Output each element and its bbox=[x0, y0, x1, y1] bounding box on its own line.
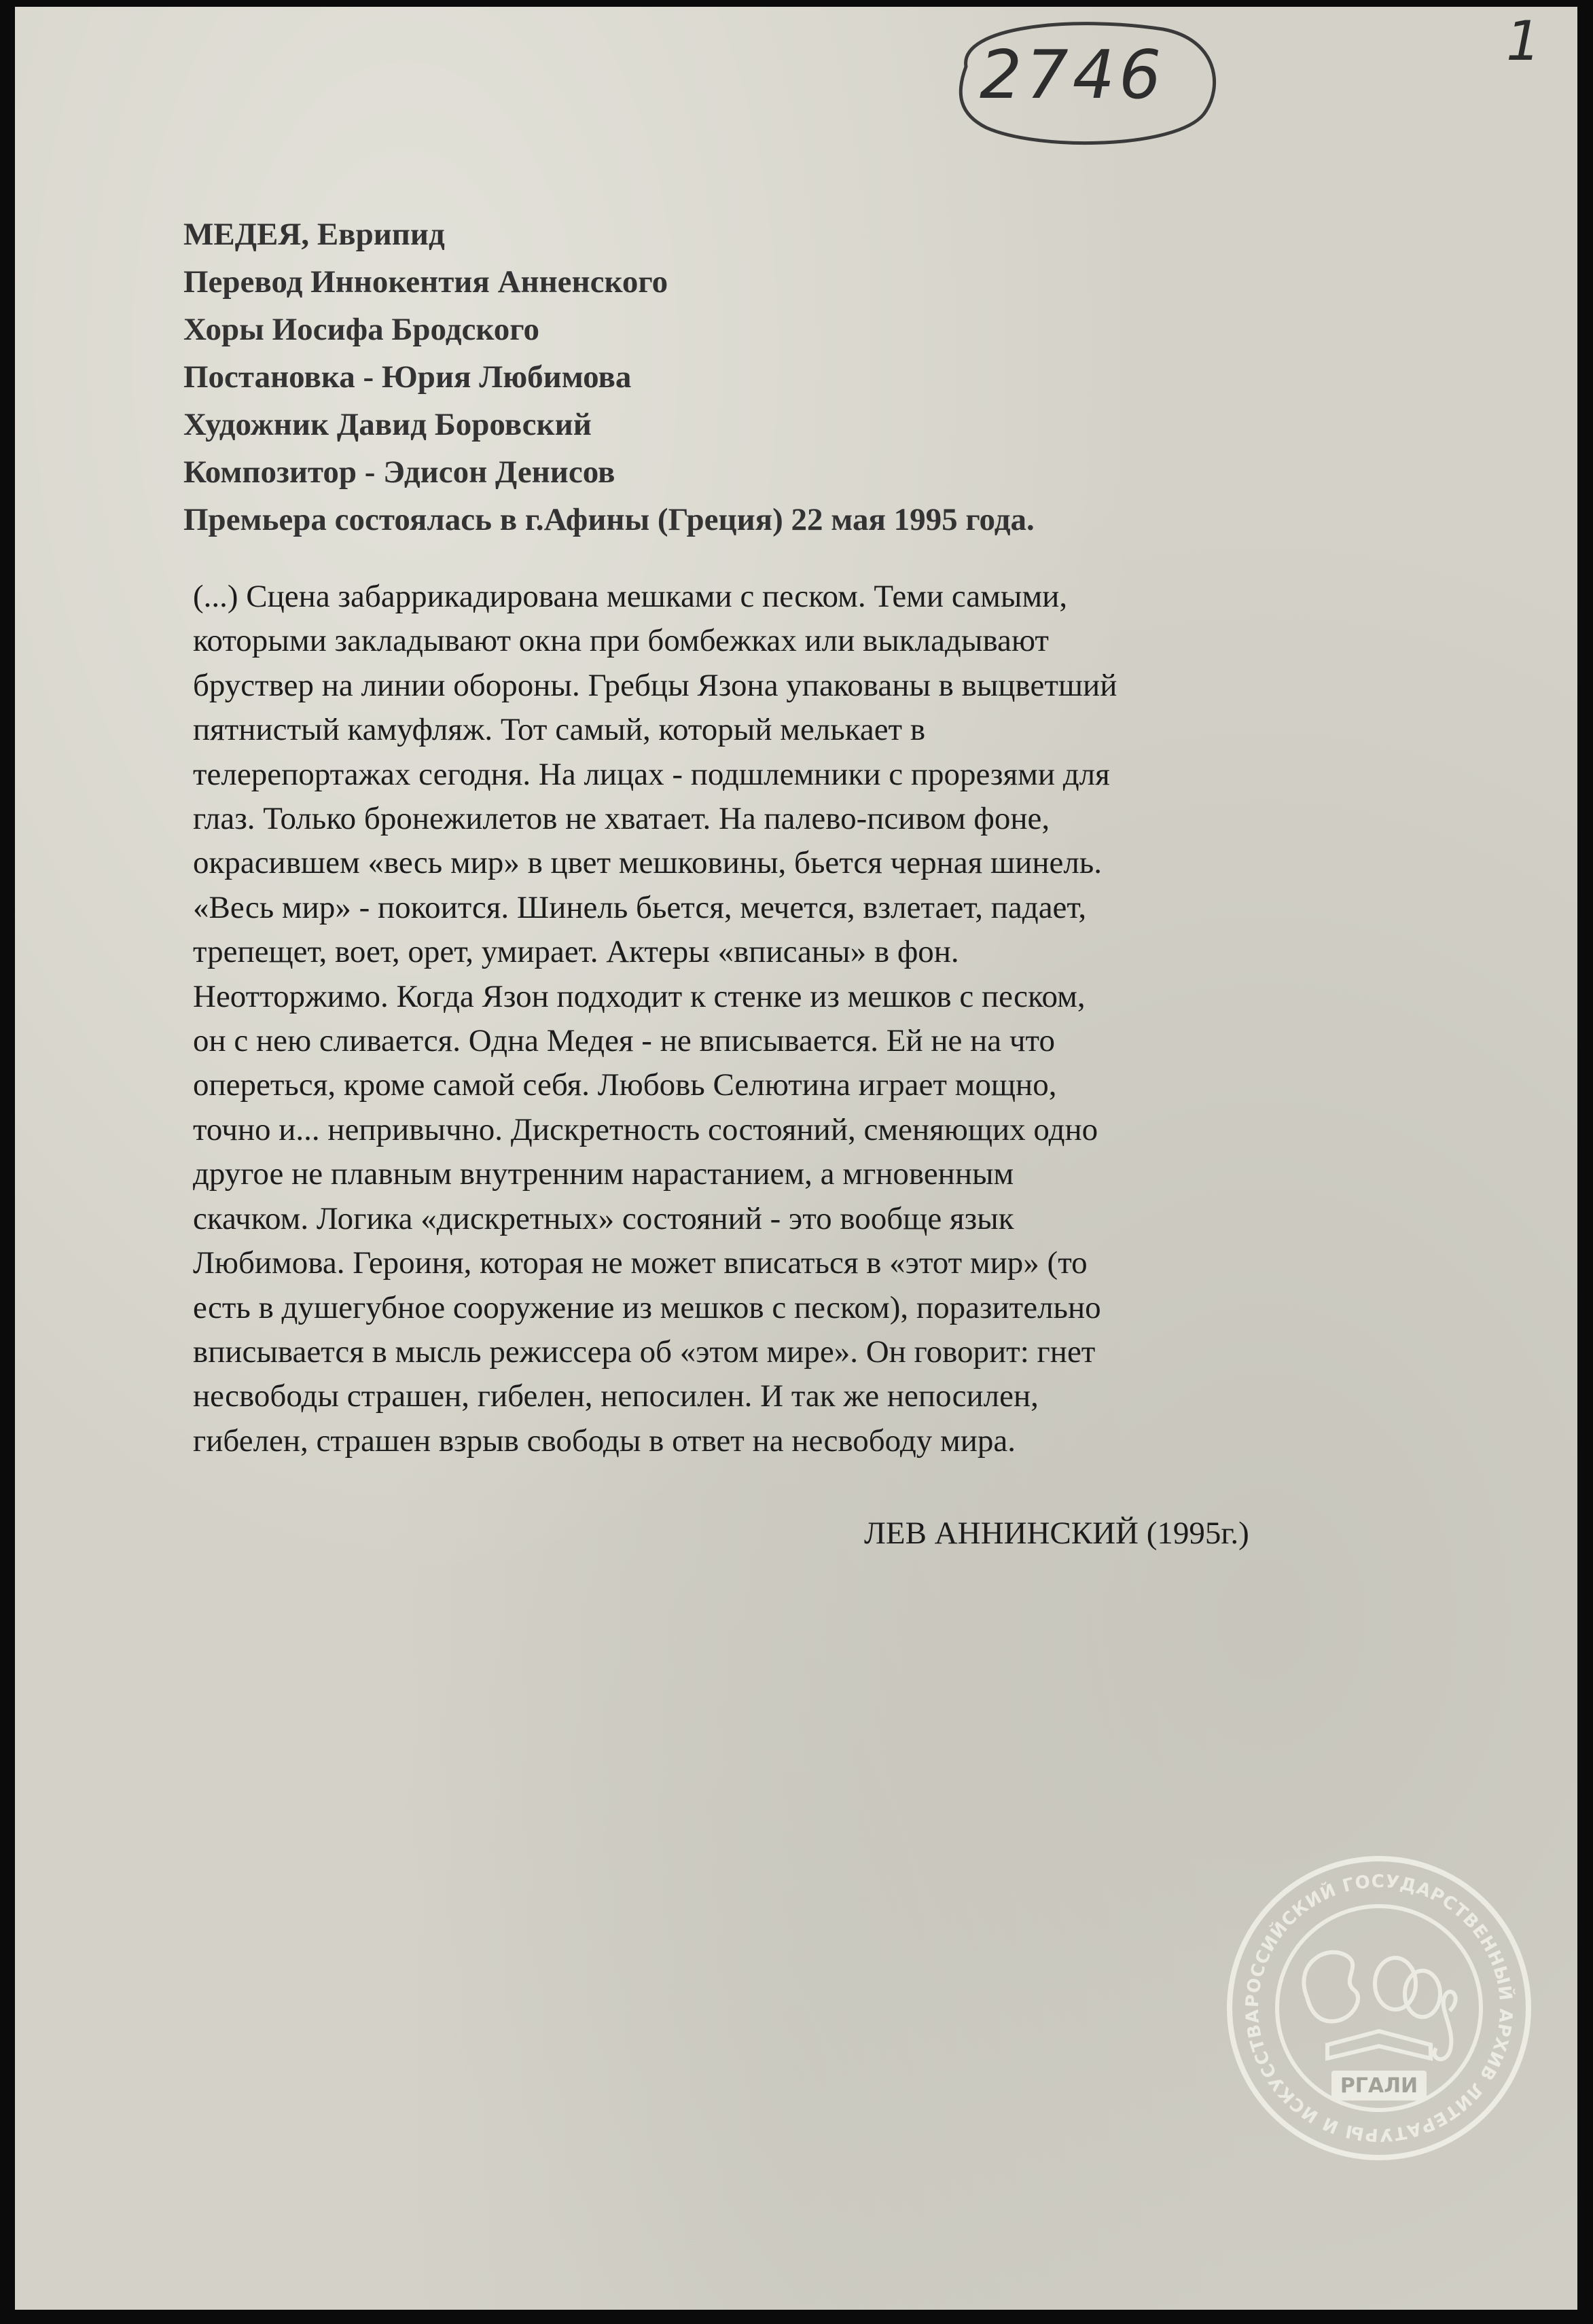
body-line: Неотторжимо. Когда Язон подходит к стенке из мешков с песком, bbox=[193, 978, 1086, 1014]
body-line: вписывается в мысль режиссера об «этом мире». Он говорит: гнет bbox=[193, 1334, 1096, 1370]
body-line: гибелен, страшен взрыв свободы в ответ на несвободу мира. bbox=[193, 1423, 1016, 1459]
body-line: скачком. Логика «дискретных» состояний - это вообще язык bbox=[193, 1200, 1014, 1236]
body-line: бруствер на линии обороны. Гребцы Язона упакованы в выцветший bbox=[193, 667, 1117, 703]
document-header bbox=[183, 211, 1474, 543]
stamp-label: РГАЛИ bbox=[1340, 2074, 1418, 2098]
body-line: есть в душегубное сооружение из мешков с песком), поразительно bbox=[193, 1289, 1101, 1325]
header-line: МЕДЕЯ, Еврипид bbox=[183, 217, 445, 252]
header-line: Постановка - Юрия Любимова bbox=[183, 359, 632, 395]
body-line: он с нею сливается. Одна Медея - не вписывается. Ей не на что bbox=[193, 1023, 1055, 1059]
stamp-ring-text: РОССИЙСКИЙ ГОСУДАРСТВЕННЫЙ АРХИВ ЛИТЕРАТУРЫ И ИСКУССТВА bbox=[1242, 1871, 1516, 2145]
page-number: 1 bbox=[1506, 10, 1541, 73]
body-line: «Весь мир» - покоится. Шинель бьется, мечется, взлетает, падает, bbox=[193, 889, 1087, 925]
body-line: трепещет, воет, орет, умирает. Актеры «вписаны» в фон. bbox=[193, 934, 959, 970]
body-line: другое не плавным внутренним нарастанием, а мгновенным bbox=[193, 1156, 1014, 1192]
body-line: которыми закладывают окна при бомбежках или выкладывают bbox=[193, 623, 1049, 659]
handwritten-archive-number bbox=[939, 12, 1231, 162]
document-sheet bbox=[15, 7, 1577, 2310]
body-line: глаз. Только бронежилетов не хватает. На палево-псивом фоне, bbox=[193, 801, 1050, 837]
document-body bbox=[193, 575, 1348, 1463]
author-signature: ЛЕВ АННИНСКИЙ (1995г.) bbox=[864, 1516, 1249, 1551]
body-line: (...) Сцена забаррикадирована мешками с песком. Теми самыми, bbox=[193, 579, 1068, 614]
body-line: Любимова. Героиня, которая не может вписаться в «этот мир» (то bbox=[193, 1245, 1088, 1281]
header-line: Композитор - Эдисон Денисов bbox=[183, 454, 615, 490]
archive-stamp-icon bbox=[1225, 1855, 1533, 2162]
svg-text:РОССИЙСКИЙ ГОСУДАРСТВЕННЫЙ АРХ bbox=[1242, 1872, 1517, 2145]
body-line: опереться, кроме самой себя. Любовь Селютина играет мощно, bbox=[193, 1067, 1057, 1103]
body-line: окрасившем «весь мир» в цвет мешковины, бьется черная шинель. bbox=[193, 845, 1102, 881]
header-line: Художник Давид Боровский bbox=[183, 407, 592, 442]
header-line: Хоры Иосифа Бродского bbox=[183, 312, 539, 347]
body-line: пятнистый камуфляж. Тот самый, который мелькает в bbox=[193, 712, 926, 748]
archive-number-text: 2746 bbox=[980, 37, 1166, 114]
header-line: Премьера состоялась в г.Афины (Греция) 22 мая 1995 года. bbox=[183, 502, 1035, 537]
header-line: Перевод Иннокентия Анненского bbox=[183, 264, 668, 300]
body-line: телерепортажах сегодня. На лицах - подшлемники с прорезями для bbox=[193, 756, 1110, 792]
body-line: несвободы страшен, гибелен, непосилен. И так же непосилен, bbox=[193, 1378, 1039, 1414]
body-line: точно и... непривычно. Дискретность состояний, сменяющих одно bbox=[193, 1111, 1098, 1147]
